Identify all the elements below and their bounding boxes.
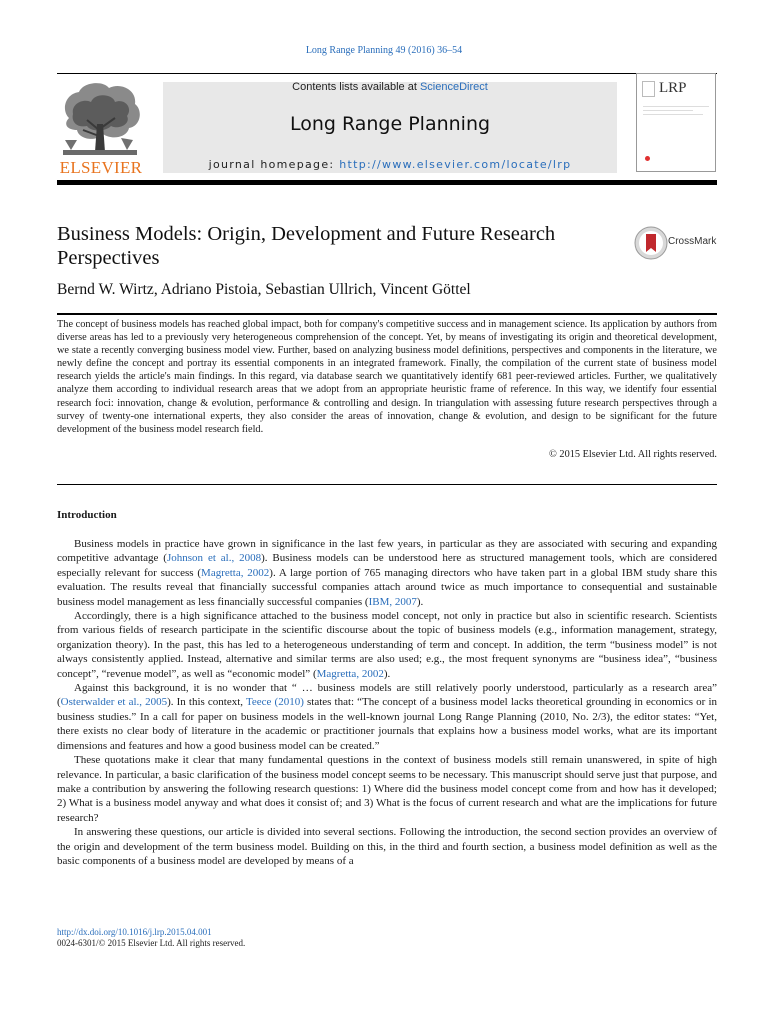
reference-link[interactable]: Magretta, 2002 [316, 667, 384, 680]
reference-link[interactable]: Magretta, 2002 [201, 566, 270, 579]
reference-link[interactable]: Johnson et al., 2008 [166, 552, 262, 565]
sciencedirect-link[interactable]: ScienceDirect [419, 81, 488, 93]
article-title: Business Models: Origin, Development and Future Research Perspectives [57, 223, 556, 269]
crossmark-icon[interactable] [634, 226, 668, 260]
homepage-prefix: journal homepage: [208, 158, 340, 171]
contents-prefix: Contents lists available at [292, 81, 420, 93]
section-heading-introduction: Introduction [57, 509, 117, 521]
reference-link[interactable]: Osterwalder et al., 2005 [60, 696, 168, 709]
contents-line [163, 81, 617, 93]
crossmark-label[interactable]: CrossMark [668, 236, 717, 247]
abstract-copyright: © 2015 Elsevier Ltd. All rights reserved. [549, 449, 717, 460]
paragraph: Accordingly, there is a high significance attached to the business model concept, not only in practice but also in scientific research. Scientists from various fields of research participate in the scientific discourse about the topic of business models (e.g., information management, strategy, organization theory). In the past, this has led to a heterogeneous understanding of term and concept. In addition, the term “business model” is not always consistently applied. Instead, alternative and similar terms are also used; e.g., the most frequent synonyms are “business idea”, “business concept”, “revenue model”, as well as “economic model” (Magretta, 2002). [57, 610, 717, 680]
header-rule-thick [57, 180, 717, 185]
header-rule-top [57, 73, 717, 74]
issn-copyright: 0024-6301/© 2015 Elsevier Ltd. All rights reserved. [57, 938, 246, 948]
abstract-rule-top [57, 313, 717, 315]
homepage-link[interactable]: http://www.elsevier.com/locate/lrp [339, 158, 572, 171]
journal-homepage [163, 158, 617, 171]
paragraph: Against this background, it is no wonder that “ … business models are still relatively poorly understood, particularly as a research area” (Osterwalder et al., 2005). In this context, Teece (2010) states that: “The concept of a business model lacks theoretical grounding in economics or in business studies.” In a call for paper on business models in the well-known journal Long Range Planning (2010, No. 2/3), the editor states: “Yet, there exists no clear body of literature in the academic or practitioner journals that explains how a business model works, what are its important dimensions and features and how a good business model can be created.” [57, 682, 717, 752]
elsevier-wordmark: ELSEVIER [59, 158, 143, 177]
article-authors: Bernd W. Wirtz, Adriano Pistoia, Sebastian Ullrich, Vincent Göttel [57, 281, 471, 298]
abstract-text: The concept of business models has reached global impact, both for company's competitive success and in management science. Its application by authors from diverse areas has led to a previously very heterogeneous comprehension of the concept. Yet, by means of investigating its origin and theoretical development, we state a recently converging business model view. Further, based on analyzing business model definitions, perspectives and components in the literature, we newly define the concept and portray its essential components in an integrated framework. Finally, the compilation of the current state of business model research yields the article's main findings. In this regard, via database search we quantitatively identify 681 peer-reviewed articles. Further, we qualitatively analyze them according to individual research areas that we adopt from an appropriate heuristic frame of reference. In this way, we identify four essential research foci: innovation, change & evolution, performance & controlling and design. In triangulation with assessing future research perspectives through a survey of twenty-one international experts, they also consider the areas of innovation, change & evolution, and design to be significant for the future development of the business model research field. [57, 319, 717, 435]
paragraph: Business models in practice have grown in significance in the last few years, in particular as they are associated with securing and expanding competitive advantage (Johnson et al., 2008). Business models can be understood here as structured management tools, which are considered especially relevant for success (Magretta, 2002). A large portion of 765 managing directors who have taken part in a global IBM study share this evaluation. The results reveal that financially successful companies attach around twice as much importance to consequential and sustainable business model management as less financially successful companies (IBM, 2007). [57, 538, 718, 608]
abstract-rule-bottom [57, 484, 717, 485]
reference-link[interactable]: Teece (2010) [245, 696, 304, 709]
cover-emblem [642, 81, 655, 97]
paragraph: In answering these questions, our article is divided into several sections. Following the introduction, the second section provides an overview of the origin and development of the term business model. Building on this, in the third and fourth section, a business model definition as well as the basic components of a business model are developed by means of a [57, 826, 717, 867]
cover-abbrev: LRP [659, 80, 687, 96]
reference-link[interactable]: IBM, 2007 [368, 595, 417, 608]
journal-title: Long Range Planning [289, 113, 491, 135]
journal-cover-thumbnail [636, 73, 716, 172]
cover-red-dot [645, 156, 650, 161]
paragraph: These quotations make it clear that many fundamental questions in the context of business models still remain unanswered, in spite of high relevance. In particular, a basic clarification of the business model concept seems to be necessary. This manuscript should serve just that purpose, and make a contribution by answering the following research questions: 1) Where did the business model concept come from and how has it developed; 2) What is a business model anyway and what does it consist of; and 3) What is the focus of current research and what are the implications for future research? [57, 754, 717, 824]
body-text [57, 537, 717, 868]
doi-link[interactable]: http://dx.doi.org/10.1016/j.lrp.2015.04.001 [57, 927, 212, 937]
journal-citation: Long Range Planning 49 (2016) 36–54 [305, 45, 463, 56]
